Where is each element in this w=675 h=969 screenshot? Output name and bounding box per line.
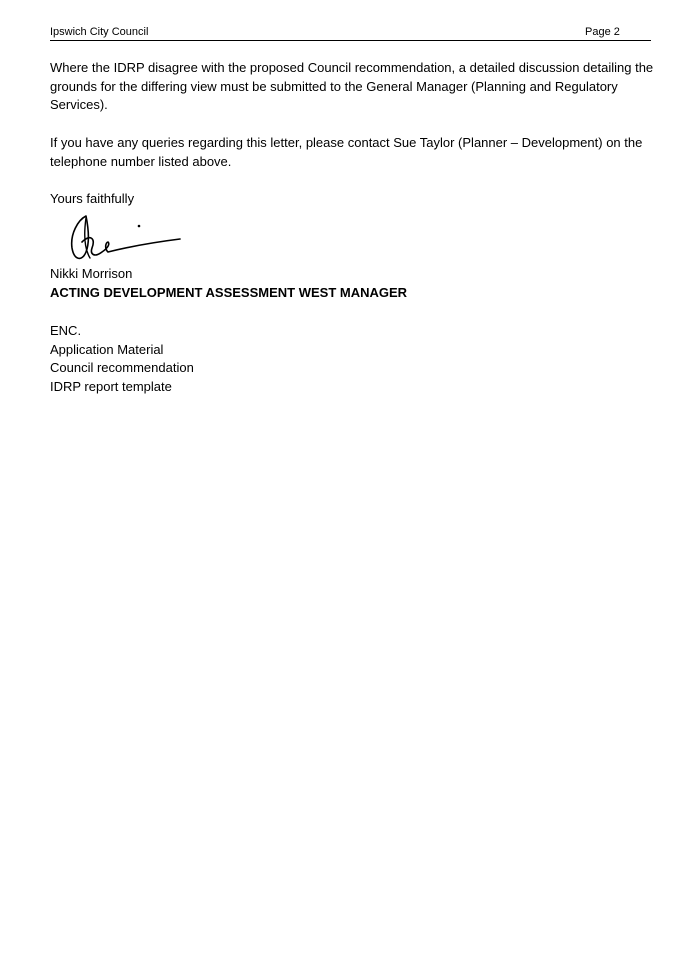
enclosure-item: Council recommendation [50, 360, 194, 376]
header-page-number: Page 2 [585, 26, 620, 38]
enclosure-item: IDRP report template [50, 378, 172, 394]
page-header [50, 25, 651, 41]
handwritten-signature [60, 212, 190, 268]
enclosure-item: Application Material [50, 341, 164, 357]
enclosures-label: ENC. [50, 323, 82, 338]
paragraph-idrp-disagreement: Where the IDRP disagree with the proposed Council recommendation, a detailed discussion detailing the grounds for the differing view must be submitted to the General Manager (Planning and Regulatory Services). [50, 60, 654, 113]
closing-salutation: Yours faithfully [50, 191, 135, 206]
signer-title: ACTING DEVELOPMENT ASSESSMENT WEST MANAGER [50, 285, 408, 300]
signer-name: Nikki Morrison [50, 266, 133, 281]
paragraph-queries-contact: If you have any queries regarding this letter, please contact Sue Taylor (Planner – Development) on the telephone number listed above. [50, 135, 643, 169]
header-organisation: Ipswich City Council [50, 26, 149, 38]
enclosures-block [50, 322, 655, 396]
